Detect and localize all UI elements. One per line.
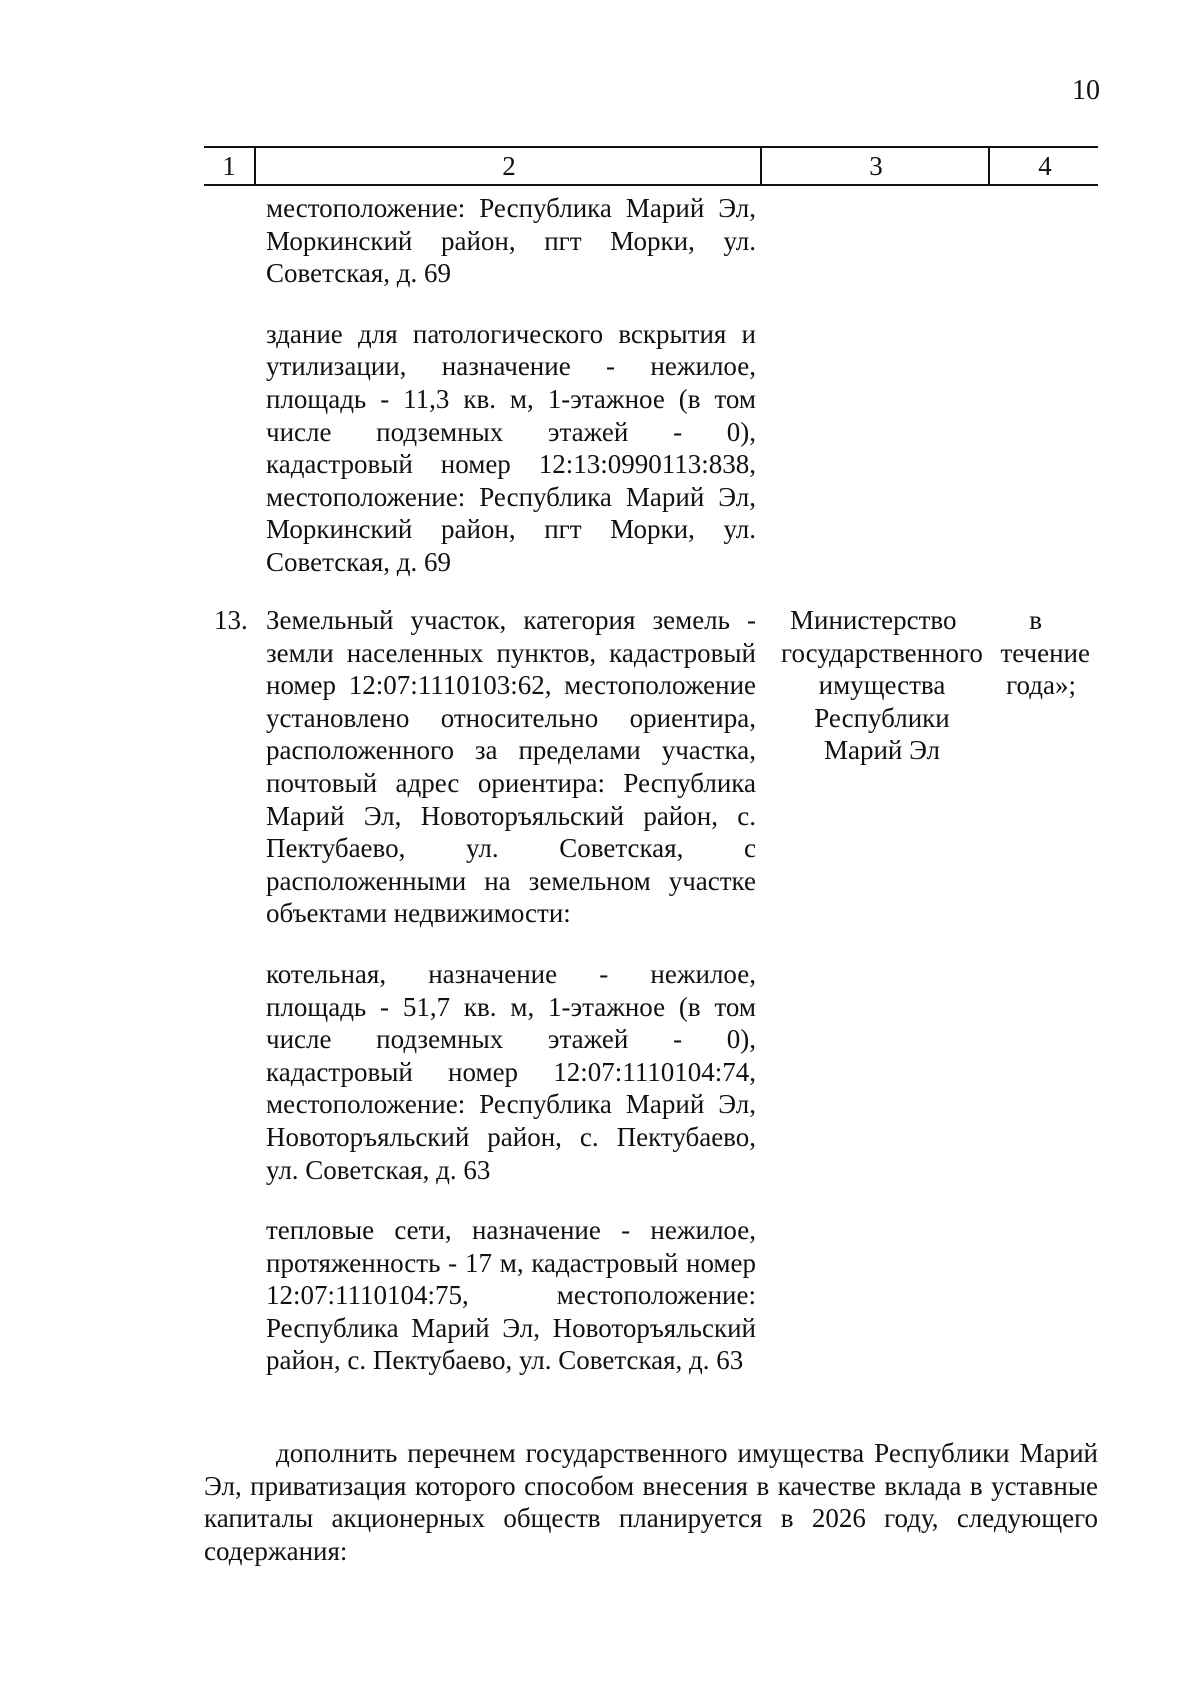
continuation-description bbox=[266, 192, 756, 599]
row13-description bbox=[266, 604, 756, 1397]
row13-boiler-house: котельная, назначение - нежилое, площадь - 51,7 кв. м, 1-этажное (в том числе подземных этажей - 0), кадастровый номер 12:07:1110104:74, местоположение: Республика Марий Эл, Новоторъяльский район, с. Пектубаево, ул. Советская, д. 63 bbox=[266, 958, 756, 1185]
row13-heat-network: тепловые сети, назначение - нежилое, протяженность - 17 м, кадастровый номер 12:07:1110104:75, местоположение: Республика Марий Эл, Новоторъяльский район, с. Пектубаево, ул. Советская, д. 63 bbox=[266, 1215, 756, 1376]
row13-land-plot: Земельный участок, категория земель - земли населенных пунктов, кадастровый номер 12:07:1110103:62, местоположение установлено относительно ориентира, расположенного за пределами участка, почтовый адрес ориентира: Республика Марий Эл, Новоторъяльский район, с. Пектубаево, ул. Советская, с расположенными на земельном участке объектами недвижимости: bbox=[266, 605, 756, 929]
row13-responsible bbox=[772, 604, 992, 767]
page-number: 10 bbox=[1072, 75, 1100, 106]
header-cell-1: 1 bbox=[222, 151, 236, 181]
term-line-1: в bbox=[1029, 605, 1042, 635]
row13-term bbox=[990, 604, 1090, 702]
continuation-building: здание для патологического вскрытия и утилизации, назначение - нежилое, площадь - 11,3 кв. м, 1-этажное (в том числе подземных этажей - 0), кадастровый номер 12:13:0990113:838, местоположение: Республика Марий Эл, Моркинский район, пгт Морки, ул. Советская, д. 69 bbox=[266, 318, 756, 577]
responsible-line-1: Министерство bbox=[790, 605, 957, 635]
table-header bbox=[204, 146, 1098, 186]
header-cell-3: 3 bbox=[760, 148, 990, 184]
responsible-line-2: государственного bbox=[781, 637, 983, 668]
row-number: 13. bbox=[214, 605, 248, 635]
header-cell-2: 2 bbox=[254, 148, 762, 184]
responsible-line-5: Марий Эл bbox=[823, 735, 941, 766]
term-line-3: года»; bbox=[1006, 670, 1076, 701]
footer-paragraph: дополнить перечнем государственного имущества Республики Марий Эл, приватизация которого способом внесения в качестве вклада в уставные капиталы акционерных обществ планируется в 2026 году, следующего содержания: bbox=[204, 1438, 1098, 1566]
term-line-2: течение bbox=[1000, 637, 1090, 668]
responsible-line-4: Республики bbox=[814, 702, 950, 733]
continuation-location: местоположение: Республика Марий Эл, Моркинский район, пгт Морки, ул. Советская, д. 69 bbox=[266, 193, 756, 289]
responsible-line-3: имущества bbox=[818, 670, 946, 701]
header-cell-4: 4 bbox=[988, 148, 1100, 184]
